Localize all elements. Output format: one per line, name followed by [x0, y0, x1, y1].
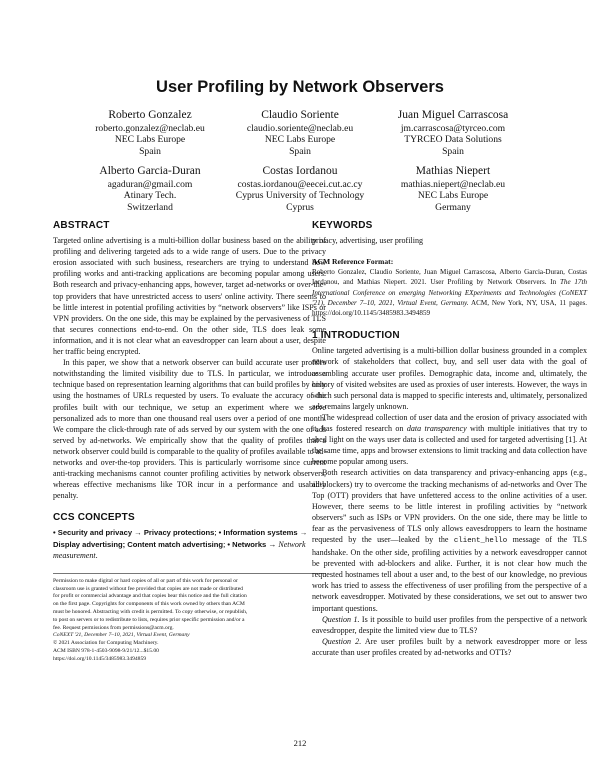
question-label: Question 2. [322, 636, 362, 646]
right-column [312, 220, 587, 658]
ccs-concepts [53, 527, 326, 560]
introduction-heading: 1 INTRODUCTION [312, 330, 400, 342]
author-affiliation: NEC Labs Europe [417, 190, 489, 202]
author-name: Roberto Gonzalez [108, 109, 192, 121]
author-country: Spain [289, 145, 311, 157]
reference-authors: Roberto Gonzalez, Claudio Soriente, Juan Miguel Carrascosa, Alberto Garcia-Duran, Costas Iordanou, and Mathias Niepert. 2021. User Profiling by Network Observers. In [312, 268, 587, 287]
author-name: Costas Iordanou [262, 165, 338, 177]
intro-paragraph: Online targeted advertising is a multi-billion dollar business grounded in a complex network of stakeholders that collect, buy, and sell user data with the goal of assembling accurate user profiles. Demographic data, income and, ultimately, the history of visited websites are used as proxies of user interests. However, the ways in which such personal data is mapped to specific interests and, ultimately, personalized ads remains largely unknown. [312, 346, 587, 411]
permission-line: to post on servers or to redistribute to lists, requires prior specific permission and/or a [53, 616, 245, 623]
question-text: Are user profiles built by a network eavesdropper more or less accurate than user profiles created by ad-networks and OTTs? [312, 636, 587, 657]
paper-title: User Profiling by Network Observers [156, 78, 444, 96]
reference-tail: ACM, New York, NY, USA, 11 pages. https://doi.org/10.1145/3485983.3494859 [312, 298, 588, 318]
permission-line: must be honored. Abstracting with credit is permitted. To copy otherwise, or republish, [53, 608, 248, 615]
author-email: jm.carrascosa@tyrceo.com [400, 122, 506, 134]
author-country: Cyprus [286, 201, 314, 213]
keywords-heading: KEYWORDS [312, 220, 373, 231]
ccs-term: • Information systems → Display advertising; Content match advertising [53, 528, 308, 549]
ccs-term: • Security and privacy → Privacy protections [53, 528, 215, 538]
intro-text: The widespread collection of user data and the erosion of privacy associated with it, has fostered research on [312, 412, 587, 434]
ccs-separator: → [266, 539, 279, 549]
isbn-line: ACM ISBN 978-1-4503-9098-9/21/12...$15.00 [53, 647, 159, 654]
page-number: 212 [293, 738, 307, 748]
ccs-heading: CCS CONCEPTS [53, 512, 135, 524]
author-name: Mathias Niepert [415, 165, 491, 177]
author-affiliation: TYRCEO Data Solutions [404, 134, 502, 146]
keywords-text: privacy, advertising, user profiling [312, 236, 423, 246]
intro-paragraph [312, 467, 587, 613]
ccs-term: Network measurement [53, 539, 306, 560]
intro-paragraph [312, 412, 587, 467]
acm-reference-heading: ACM Reference Format: [312, 257, 394, 267]
intro-text: message of the TLS handshake. On the other side, profiling activities by a network eavesdropper cannot be prevented with ad-blockers and alike. Further, it is not clear how much the requested hostnames tell about a user and, to the best of our knowledge, no previous work has tried to assess the effectiveness of user profiling from the perspective of a network eavesdropper. Motivated by these considerations, we set out to answer two important questions. [312, 534, 587, 613]
ccs-separator: ; [223, 539, 228, 549]
permission-line: Permission to make digital or hard copies of all or part of this work for personal or [53, 577, 238, 584]
author-block [363, 166, 543, 213]
author-name: Alberto Garcia-Duran [99, 165, 201, 177]
author-affiliation: Cyprus University of Technology [235, 190, 365, 202]
intro-text: Both research activities on data transparency and privacy-enhancing apps (e.g., ad-blockers) try to overcome the tracking mechanisms of ad-networks and Over The Top (OTT) providers that have unfettered access to the online activities of a user. However, there seems to be little interest in profiling activities by “network observers” such as ISPs or VPN providers. On the one side, there may be little to fear as the pervasiveness of TLS only allows eavesdroppers to learn the hostname requested by the user—leaked by the [312, 468, 587, 544]
author-country: Spain [139, 145, 161, 157]
ccs-separator: ; [214, 528, 219, 538]
author-country: Switzerland [127, 201, 173, 213]
research-question [312, 636, 587, 658]
author-affiliation: Atinary Tech. [123, 190, 177, 202]
acm-reference-text [312, 267, 587, 318]
intro-emphasis: data transparency [406, 424, 467, 434]
doi-link[interactable]: https://doi.org/10.1145/3485983.3494859 [53, 655, 147, 662]
permission-line: classroom use is granted without fee provided that copies are not made or distributed [53, 585, 243, 592]
author-email: mathias.niepert@neclab.eu [400, 178, 506, 190]
abstract-heading: ABSTRACT [53, 220, 110, 231]
author-email: claudio.soriente@neclab.eu [246, 122, 354, 134]
author-affiliation: NEC Labs Europe [114, 134, 186, 146]
author-name: Juan Miguel Carrascosa [397, 109, 509, 121]
permission-notice [53, 573, 326, 664]
permission-line: fee. Request permissions from permissions@acm.org. [53, 624, 174, 631]
reference-venue: The 17th International Conference on emerging Networking EXperiments and Technologies (CoNEXT '21), December 7–10, 2021, Virtual Event, Germany. [312, 278, 587, 307]
permission-line: for profit or commercial advantage and that copies bear this notice and the full citation [53, 593, 247, 600]
ccs-term: • Networks [227, 539, 267, 549]
question-text: Is it possible to build user profiles from the perspective of a network eavesdropper, despite the limited view due to TLS? [312, 614, 587, 635]
abstract-paragraph: In this paper, we show that a network observer can build accurate user profiles notwithstanding the limited visibility due to TLS. In particular, we introduce a technique based on representation learning algorithms that can build profiles by only using the hostnames of URLs requested by users. To evaluate the accuracy of the profiles built with our technique, we setup an experiment where we serve personalized ads to more than one thousand real users over a period of one month. We compare the click-through rate of ads served by our system with the one of ads served by ad-networks. We empirically show that the quality of profiles that a network observer could build is comparable to the quality of profiles available to ad-networks and over-the-top providers. This is particularly worrisome since current anti-tracking mechanisms cannot counter profiling activities by network observers, whereas effective mechanisms like TOR incur in a performance and usability penalty. [53, 358, 326, 501]
author-email: roberto.gonzalez@neclab.eu [95, 122, 205, 134]
copyright-line: © 2021 Association for Computing Machinery. [53, 640, 159, 647]
conference-line: CoNEXT '21, December 7–10, 2021, Virtual Event, Germany [53, 632, 190, 639]
permission-line: on the first page. Copyrights for components of this work owned by others than ACM [53, 601, 245, 608]
author-affiliation: NEC Labs Europe [264, 134, 336, 146]
author-name: Claudio Soriente [261, 109, 339, 121]
intro-text: with multiple initiatives that try to shed light on the ways user data is collected and used for targeted advertising [1]. At the same time, apps and browser extensions to limit tracking and data collection have become popular among users. [312, 424, 587, 467]
author-country: Germany [435, 201, 471, 213]
research-question [312, 614, 587, 636]
intro-code: client_hello [453, 536, 508, 545]
author-country: Spain [442, 145, 464, 157]
question-label: Question 1. [322, 614, 360, 624]
left-column [53, 220, 326, 663]
abstract-paragraph: Targeted online advertising is a multi-billion dollar business based on the ability of profiling and delivering targeted ads to a wide range of users. Due to the privacy erosion associated with such business, researchers are trying to understand how profiling works and anti-tracking applications are becoming popular among users. Both research and privacy-enhancing apps, however, target ad-networks or over-the-top providers that have unrestricted access to users' online activity. There seems to be little interest in potential profiling activities by “network observers” like ISPs or VPN providers. On the one side, this may be explained by the pervasiveness of TLS that secures connections end-to-end. On the other side, TLS does leak some information, and it is not clear what an eavesdropper can learn about a user, despite her traffic being encrypted. [53, 236, 326, 357]
author-email: agaduran@gmail.com [107, 178, 193, 190]
author-email: costas.iordanou@eecei.cut.ac.cy [237, 178, 363, 190]
ccs-separator: . [95, 550, 98, 560]
author-block [363, 110, 543, 157]
